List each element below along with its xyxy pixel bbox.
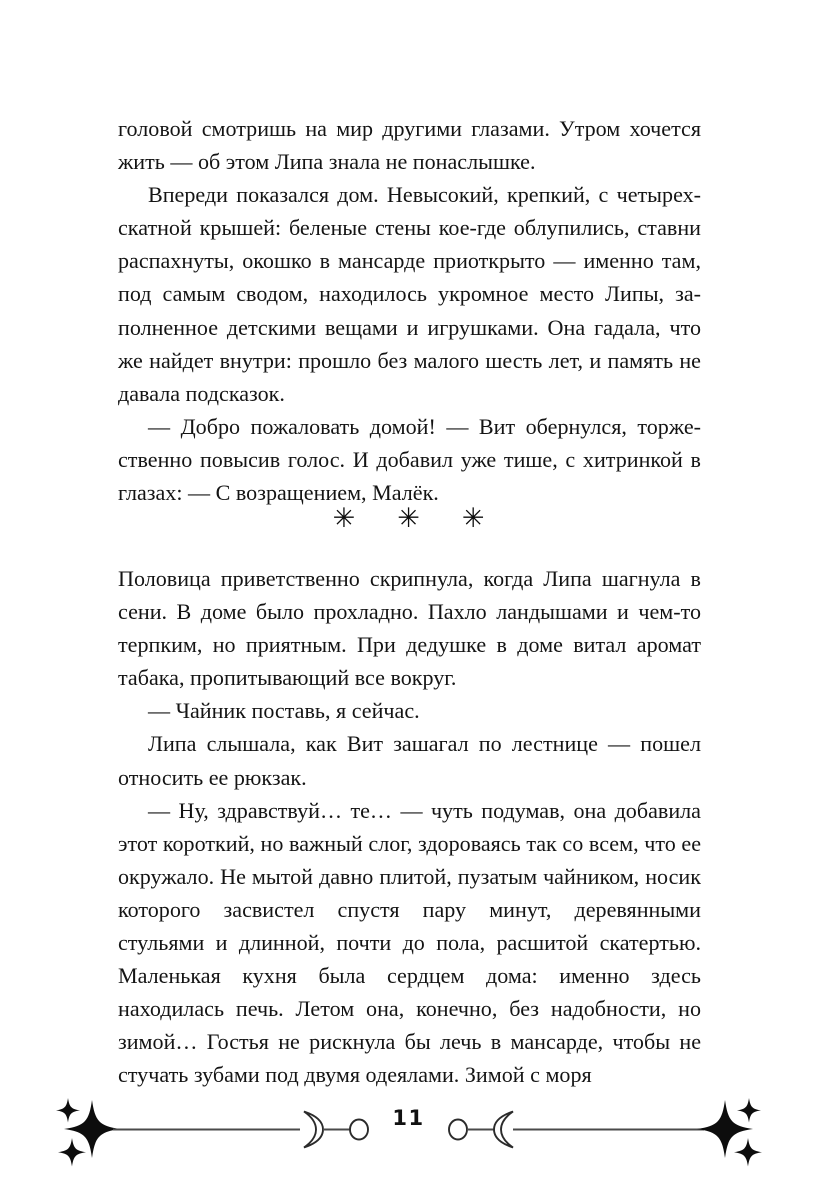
paragraph: Липа слышала, как Вит зашагал по лестнице — пошел относить ее рюкзак. xyxy=(118,731,701,790)
scene-break-divider xyxy=(0,505,817,532)
paragraph: головой смотришь на мир другими глазами. Утром хочется жить — об этом Липа знала не понаслышке. xyxy=(118,116,701,175)
paragraph: — Чайник поставь, я сейчас. xyxy=(148,698,420,724)
eight-point-star-icon: ✳ xyxy=(461,503,485,534)
paragraph: Впереди показался дом. Невысокий, крепкий, с четырехскатной крышей: беленые стены кое-где облупились, ставни распахнуты, окошко в мансарде приоткрыто — именно там, под самым сводом, находилось укромное место Липы, заполненное детскими вещами и игрушками. Она гадала, что же найдет внутри: прошло без малого шесть лет, и память не давала подсказок. xyxy=(118,182,701,406)
eight-point-star-icon: ✳ xyxy=(397,503,420,534)
paragraph: — Ну, здравствуй… те… — чуть подумав, она добавила этот короткий, но важный слог, здороваясь так со всем, что ее окружало. Не мытой давно плитой, пузатым чайником, носик которого засвистел спустя пару минут, деревянными стульями и длинной, почти до пола, расшитой скатертью. Маленькая кухня была сердцем дома: именно здесь находилась печь. Летом она, конечно, без надобности, но зимой… Гостья не рискнула бы лечь в мансарде, чтобы не стучать зубами под двумя одеялами. Зимой с моря xyxy=(118,797,701,1088)
eight-point-star-icon: ✳ xyxy=(332,503,356,534)
paragraph: Половица приветственно скрипнула, когда Липа шагнула в сени. В доме было прохладно. Пахло ландышами и чем-то терпким, но приятным. При дедушке в доме витал аромат табака, пропитывающий все вокруг. xyxy=(118,566,701,691)
page-text-block xyxy=(118,112,701,509)
page-text-block-lower xyxy=(118,562,701,1092)
paragraph: — Добро пожаловать домой! — Вит обернулся, торжественно повысив голос. И добавил уже тише, с хитринкой в глазах: — С возращением, Малёк. xyxy=(118,413,701,506)
page-number: 11 xyxy=(392,1106,425,1130)
footer-ornament xyxy=(0,1088,817,1172)
